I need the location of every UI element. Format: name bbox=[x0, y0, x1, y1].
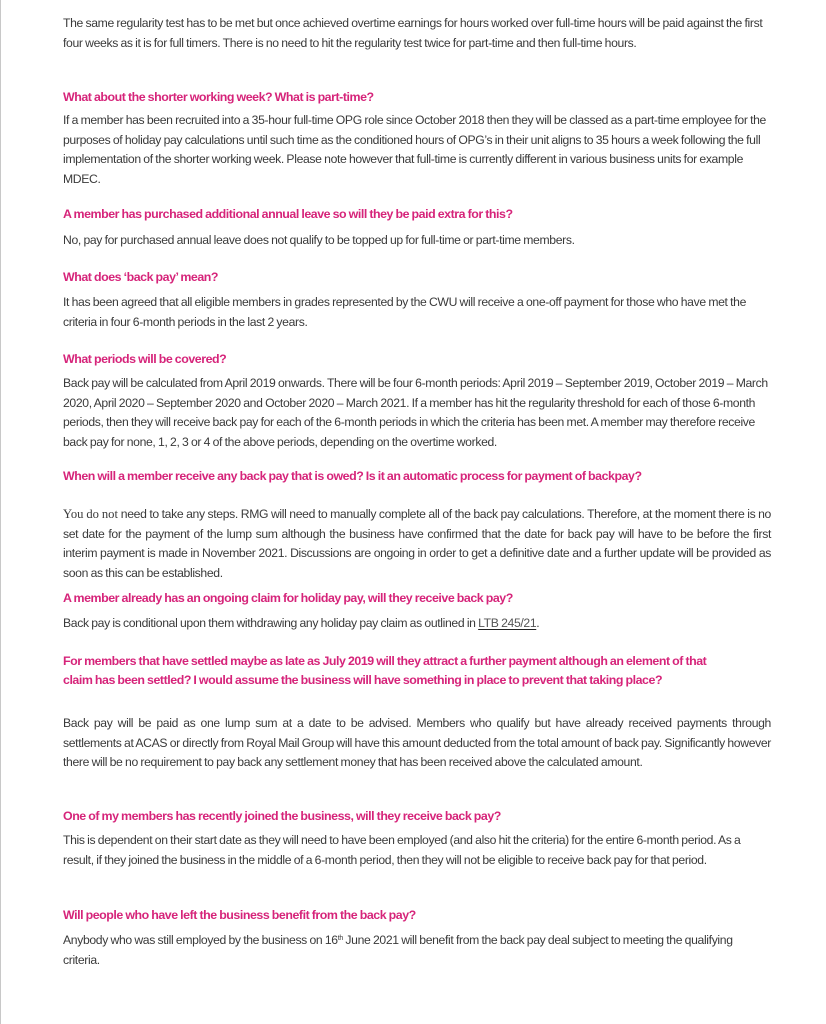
faq-answer-shorter-week: If a member has been recruited into a 35-hour full-time OPG role since October 2018 then they will be classed as a part-time employee for the purposes of holiday pay calculations until such time as the conditioned hours of OPG’s in their unit aligns to 35 hours a week following the full implementation of the shorter working week. Please note however that full-time is currently different in various business units for example MDEC. bbox=[63, 113, 766, 186]
faq-question-recently-joined: One of my members has recently joined the business, will they receive back pay? bbox=[63, 809, 501, 823]
answer-body-text: June 2021 will benefit from the back pay deal subject to meeting the qualifying criteria. bbox=[63, 933, 733, 967]
intro-paragraph: The same regularity test has to be met but once achieved overtime earnings for hours worked over full-time hours will be paid against the first four weeks as it is for full timers. There is no need to hit the regularity test twice for part-time and then full-time hours. bbox=[63, 16, 763, 50]
faq-question-left-business: Will people who have left the business benefit from the back pay? bbox=[63, 908, 416, 922]
faq-answer-when-paid bbox=[63, 505, 771, 583]
faq-question-ongoing-claim: A member already has an ongoing claim for holiday pay, will they receive back pay? bbox=[63, 591, 513, 605]
answer-lead-text: You do not bbox=[63, 507, 118, 521]
ltb-245-21-link[interactable]: LTB 245/21 bbox=[478, 616, 537, 630]
ordinal-suffix: th bbox=[337, 935, 343, 942]
faq-question-shorter-week: What about the shorter working week? What is part-time? bbox=[63, 90, 374, 104]
faq-question-periods: What periods will be covered? bbox=[63, 352, 227, 366]
faq-answer-periods: Back pay will be calculated from April 2019 onwards. There will be four 6-month periods: April 2019 – September 2019, October 2019 – March 2020, April 2020 – September 2020 and October 2020 – March 2021. If a member has hit the regularity threshold for each of those 6-month periods, then they will receive back pay for each of the 6-month periods in which the criteria has been met. A member may therefore receive back pay for none, 1, 2, 3 or 4 of the above periods, depending on the overtime worked. bbox=[63, 376, 768, 449]
answer-body-text: Back pay is conditional upon them withdrawing any holiday pay claim as outlined in bbox=[63, 616, 479, 630]
faq-answer-recently-joined: This is dependent on their start date as they will need to have been employed (and also hit the criteria) for the entire 6-month period. As a result, if they joined the business in the middle of a 6-month period, then they will not be eligible to receive back pay for that period. bbox=[63, 833, 741, 867]
answer-end-text: . bbox=[536, 616, 540, 630]
faq-question-when-paid: When will a member receive any back pay that is owed? Is it an automatic process for payment of backpay? bbox=[63, 469, 642, 483]
answer-body-text: need to take any steps. RMG will need to manually complete all of the back pay calculations. Therefore, at the moment there is no set date for the payment of the lump sum although the business have confirmed that the date for back pay will have to be before the first interim payment is made in November 2021. Discussions are ongoing in order to get a definitive date and a further update will be provided as soon as this can be established. bbox=[63, 507, 771, 580]
faq-question-settled-claims: For members that have settled maybe as late as July 2019 will they attract a further payment although an element of that claim has been settled? I would assume the business will have something in place to prevent that taking place? bbox=[63, 654, 707, 687]
faq-question-back-pay-meaning: What does ‘back pay’ mean? bbox=[63, 270, 219, 284]
faq-answer-left-business bbox=[63, 931, 771, 970]
faq-question-purchased-leave: A member has purchased additional annual leave so will they be paid extra for this? bbox=[63, 207, 513, 221]
answer-pre-text: Anybody who was still employed by the business on 16 bbox=[63, 933, 338, 947]
faq-answer-back-pay-meaning: It has been agreed that all eligible members in grades represented by the CWU will receive a one-off payment for those who have met the criteria in four 6-month periods in the last 2 years. bbox=[63, 295, 747, 329]
faq-answer-settled-claims: Back pay will be paid as one lump sum at a date to be advised. Members who qualify but have already received payments through settlements at ACAS or directly from Royal Mail Group will have this amount deducted from the total amount of back pay. Significantly however there will be no requirement to pay back any settlement money that has been received above the calculated amount. bbox=[63, 716, 771, 769]
faq-answer-purchased-leave: No, pay for purchased annual leave does not qualify to be topped up for full-time or part-time members. bbox=[63, 233, 575, 247]
faq-answer-ongoing-claim bbox=[63, 614, 771, 634]
